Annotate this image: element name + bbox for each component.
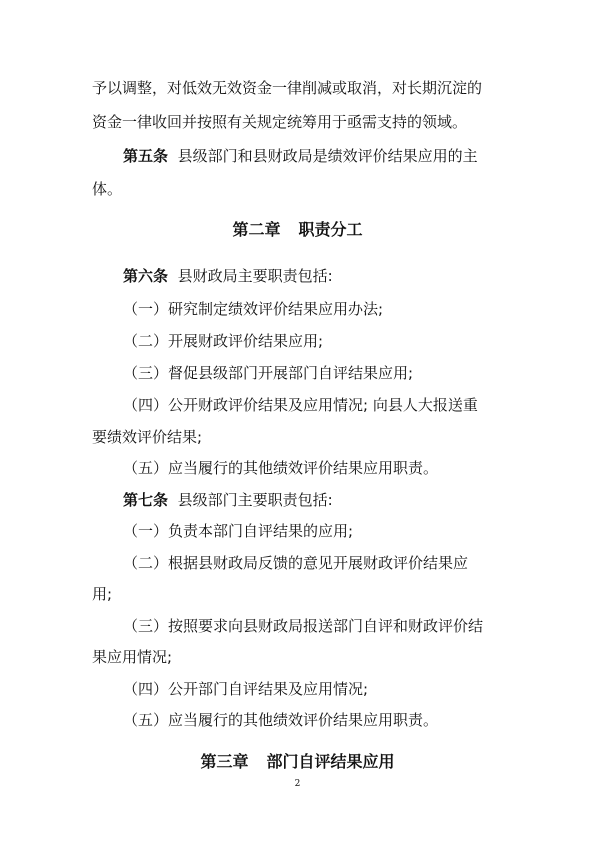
article-text: 县级部门主要职责包括:	[177, 491, 333, 509]
article-5	[123, 146, 543, 166]
list-item: （二）根据县财政局反馈的意见开展财政评价结果应	[123, 554, 469, 572]
page-number: 2	[294, 779, 301, 789]
list-item: （三）督促县级部门开展部门自评结果应用;	[123, 364, 414, 382]
list-item: （四）公开财政评价结果及应用情况; 向县人大报送重	[123, 396, 478, 414]
list-item: （四）公开部门自评结果及应用情况;	[123, 680, 369, 698]
body-line: 体。	[92, 180, 123, 198]
list-item: （三）按照要求向县财政局报送部门自评和财政评价结	[123, 617, 484, 635]
chapter-title: 职责分工	[298, 220, 363, 239]
chapter-title: 部门自评结果应用	[266, 752, 395, 771]
list-item: （二）开展财政评价结果应用;	[123, 332, 324, 350]
article-label: 第七条	[123, 491, 169, 509]
list-item: （一）研究制定绩效评价结果应用办法;	[123, 300, 384, 318]
chapter-heading	[0, 751, 595, 773]
body-line: 予以调整，对低效无效资金一律削减或取消，对长期沉淀的	[92, 79, 483, 97]
article-label: 第六条	[123, 267, 169, 285]
article-text: 县级部门和县财政局是绩效评价结果应用的主	[177, 147, 478, 165]
list-item-continuation: 果应用情况;	[92, 648, 173, 666]
body-line: 资金一律收回并按照有关规定统筹用于亟需支持的领域。	[92, 113, 468, 131]
article-label: 第五条	[123, 147, 169, 165]
chapter-heading	[0, 219, 595, 241]
chapter-number: 第三章	[200, 752, 249, 771]
list-item: （五）应当履行的其他绩效评价结果应用职责。	[123, 711, 439, 729]
list-item: （一）负责本部门自评结果的应用;	[123, 522, 354, 540]
list-item: （五）应当履行的其他绩效评价结果应用职责。	[123, 459, 439, 477]
article-6	[123, 266, 543, 286]
article-text: 县财政局主要职责包括:	[177, 267, 333, 285]
article-7	[123, 490, 543, 510]
chapter-number: 第二章	[232, 220, 281, 239]
list-item-continuation: 要绩效评价结果;	[92, 428, 203, 446]
list-item-continuation: 用;	[92, 585, 113, 603]
